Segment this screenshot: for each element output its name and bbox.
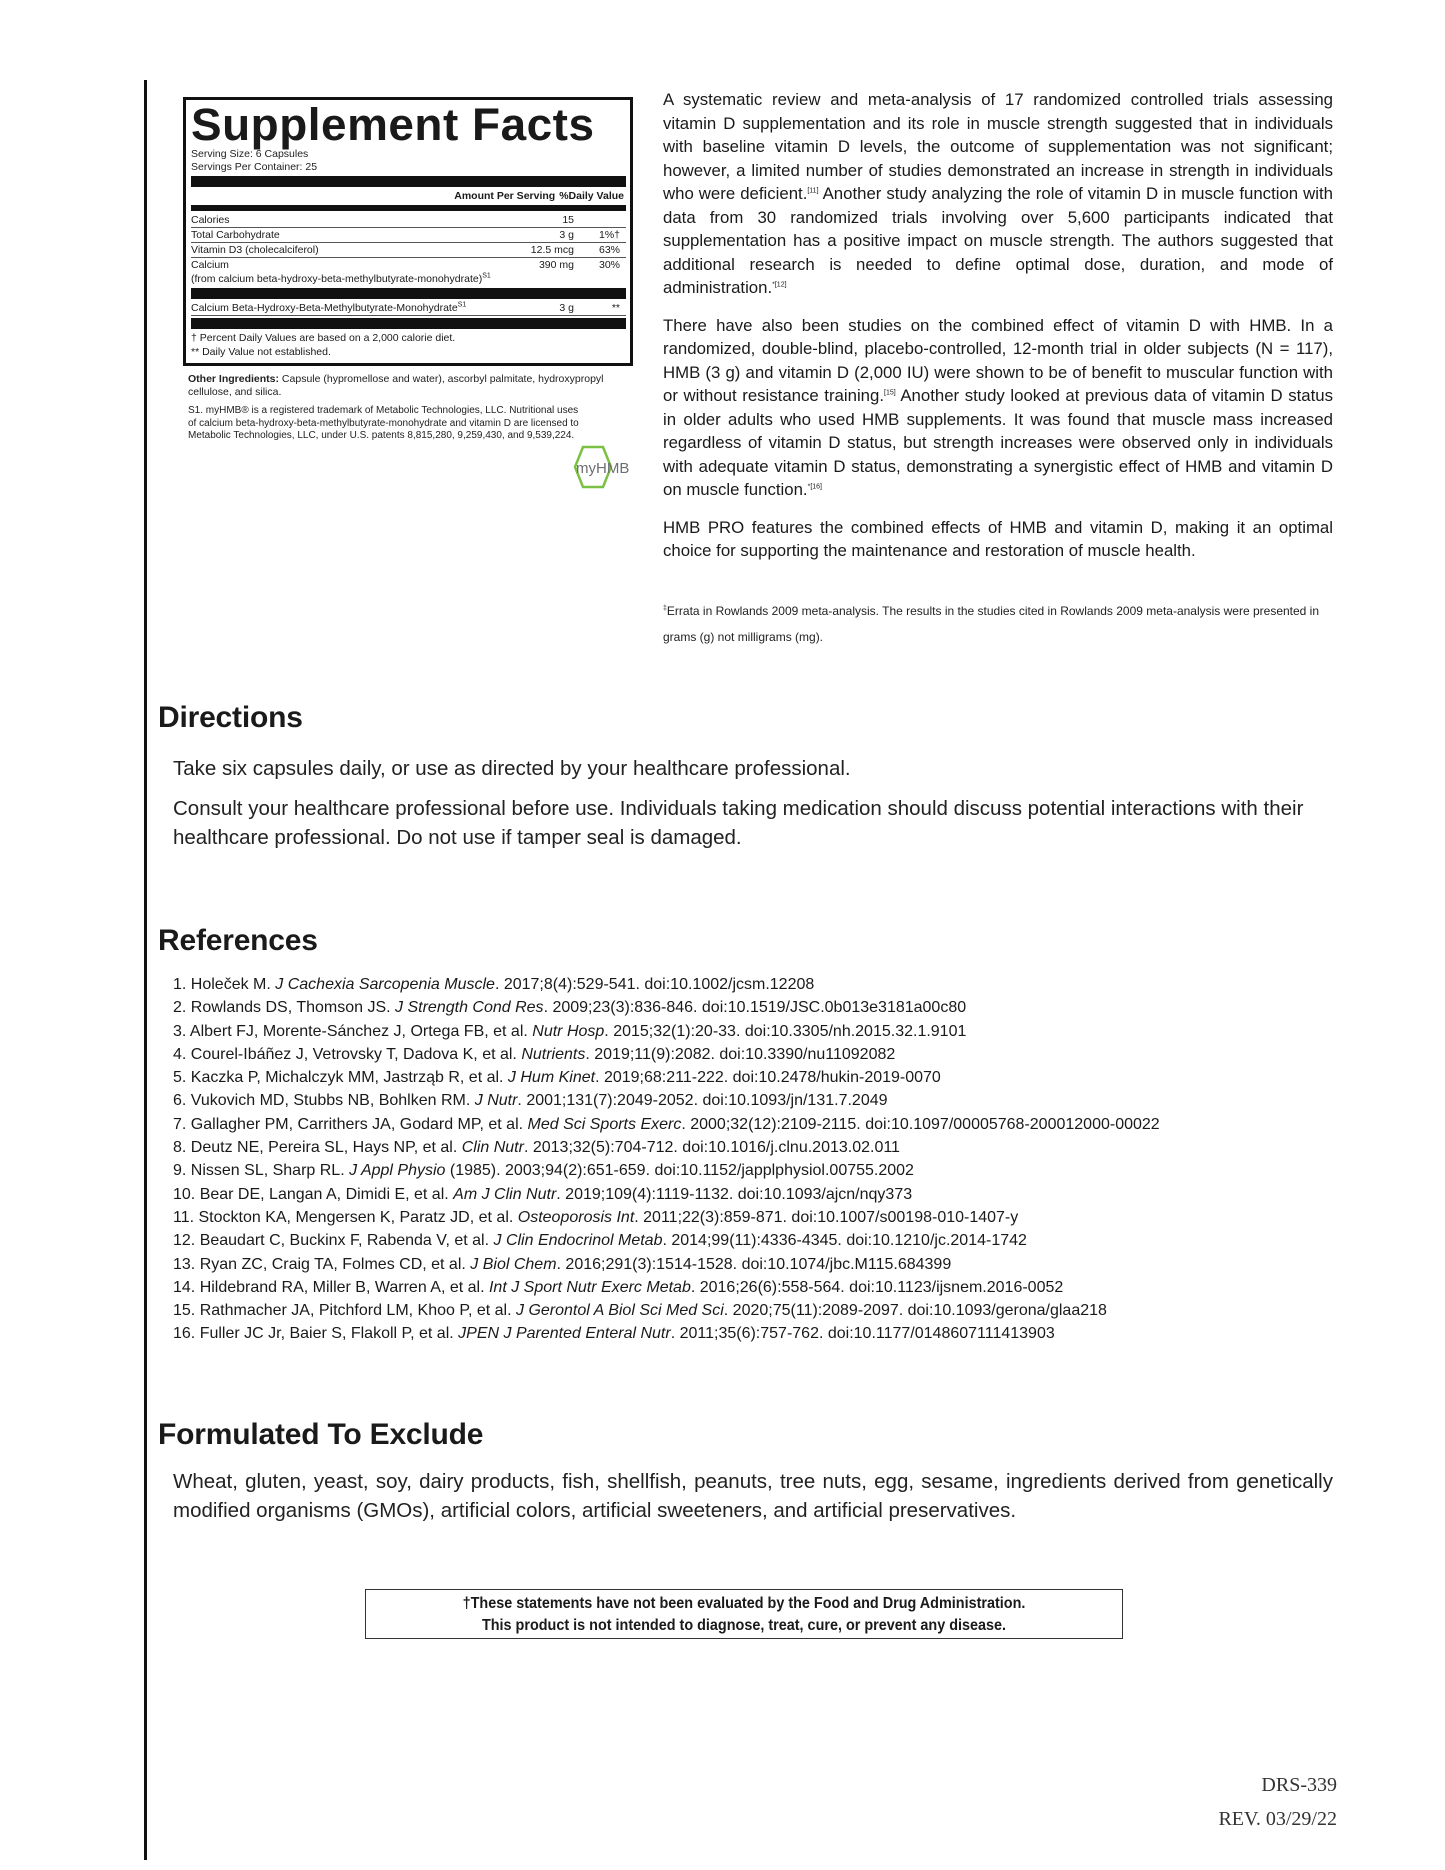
reference-item: 6. Vukovich MD, Stubbs NB, Bohlken RM. J Nutr. 2001;131(7):2049-2052. doi:10.1093/jn/131.7.2049: [173, 1092, 888, 1110]
row-amount: 390 mg: [538, 259, 574, 271]
row-amount: 12.5 mcg: [530, 244, 574, 256]
reference-item: 1. Holeček M. J Cachexia Sarcopenia Muscle. 2017;8(4):529-541. doi:10.1002/jcsm.12208: [173, 976, 815, 993]
journal-name: Nutrients: [521, 1045, 586, 1063]
journal-name: J Appl Physio: [349, 1162, 446, 1180]
row-name: Calories: [191, 214, 230, 226]
row-dv: 30%: [598, 259, 620, 271]
journal-name: J Gerontol A Biol Sci Med Sci: [516, 1302, 724, 1320]
myhmb-logo-icon: [561, 445, 631, 489]
row-dv: [574, 213, 626, 227]
reference-item: 4. Courel-Ibáñez J, Vetrovsky T, Dadova K, et al. Nutrients. 2019;11(9):2082. doi:10.3390/nu11092082: [173, 1045, 896, 1063]
reference-item: 2. Rowlands DS, Thomson JS. J Strength Cond Res. 2009;23(3):836-846. doi:10.1519/JSC.0b013e3181a00c80: [173, 999, 967, 1017]
exclude-heading: Formulated To Exclude: [158, 1418, 484, 1451]
reference-item: 7. Gallagher PM, Carrithers JA, Godard MP, et al. Med Sci Sports Exerc. 2000;32(12):2109-2115. doi:10.1097/00005768-200012000-00022: [173, 1115, 1160, 1133]
journal-name: J Strength Cond Res: [395, 999, 544, 1017]
document-code: DRS-339: [1261, 1774, 1337, 1796]
margin-rule: [144, 80, 147, 1860]
reference-item: 11. Stockton KA, Mengersen K, Paratz JD, et al. Osteoporosis Int. 2011;22(3):859-871. doi:10.1007/s00198-010-1407-y: [173, 1208, 1019, 1226]
document-footer: [1218, 1768, 1337, 1836]
row-amount: 3 g: [559, 229, 574, 241]
directions-text: Take six capsules daily, or use as directed by your healthcare professional.: [173, 757, 851, 780]
journal-name: J Nutr: [474, 1092, 518, 1110]
facts-row: [191, 213, 626, 228]
row-amount: 3 g: [559, 302, 574, 314]
facts-row: [191, 228, 626, 243]
facts-row: [191, 243, 626, 258]
row-subtext: (from calcium beta-hydroxy-beta-methylbutyrate-monohydrate)$^{S1}$: [191, 272, 491, 285]
footnote-dv: † Percent Daily Values are based on a 2,000 calorie diet.: [191, 332, 456, 344]
footnote-not-established: ** Daily Value not established.: [191, 346, 331, 358]
reference-item: 10. Bear DE, Langan A, Dimidi E, et al. Am J Clin Nutr. 2019;109(4):1119-1132. doi:10.1093/ajcn/nqy373: [173, 1185, 913, 1203]
journal-name: JPEN J Parented Enteral Nutr: [458, 1325, 671, 1343]
journal-name: J Hum Kinet: [507, 1069, 596, 1087]
reference-item: 13. Ryan ZC, Craig TA, Folmes CD, et al. J Biol Chem. 2016;291(3):1514-1528. doi:10.1074/jbc.M115.684399: [173, 1255, 952, 1273]
journal-name: J Biol Chem: [470, 1255, 557, 1273]
supplement-facts-title: Supplement Facts: [191, 99, 595, 150]
row-dv: 1%†: [598, 229, 620, 241]
col-daily-value: %Daily Value: [559, 190, 624, 202]
supplement-facts-panel: [183, 97, 633, 366]
row-name: Vitamin D3 (cholecalciferol): [191, 244, 319, 256]
divider-bar: [191, 176, 626, 187]
fda-disclaimer: [365, 1589, 1123, 1639]
journal-name: Clin Nutr: [461, 1139, 524, 1157]
exclude-text: Wheat, gluten, yeast, soy, dairy products, fish, shellfish, peanuts, tree nuts, egg, sesame, ingredients derived from genetically modified organisms (GMOs), artificial colors, artificial sweeteners, and artificial preservatives.: [173, 1470, 1333, 1522]
reference-item: 8. Deutz NE, Pereira SL, Hays NP, et al. Clin Nutr. 2013;32(5):704-712. doi:10.1016/j.clnu.2013.02.011: [173, 1139, 900, 1157]
paragraph-combined-effect: There have also been studies on the combined effect of vitamin D with HMB. In a randomized, double-blind, placebo-controlled, 12-month trial in older subjects (N = 117), HMB (3 g) and vitamin D (2,000 IU) were shown to be of benefit to muscular function with or without resistance training.[15] Another study looked at previous data of vitamin D status in older adults who used HMB supplements. It was found that muscle mass increased regardless of vitamin D status, but strength increases were observed only in individuals with adequate vitamin D status, demonstrating a synergistic effect of HMB and vitamin D on muscle function.$^{*[16]}$: [663, 315, 1333, 499]
reference-item: 15. Rathmacher JA, Pitchford LM, Khoo P, et al. J Gerontol A Biol Sci Med Sci. 2020;75(11):2089-2097. doi:10.1093/gerona/glaa218: [173, 1302, 1107, 1320]
logo-text: myHMB: [576, 460, 630, 477]
divider-bar: [191, 205, 626, 211]
facts-rows: [191, 213, 626, 286]
journal-name: J Clin Endocrinol Metab: [493, 1232, 663, 1250]
divider-bar: [191, 318, 626, 329]
journal-name: Med Sci Sports Exerc: [527, 1115, 682, 1133]
reference-item: 9. Nissen SL, Sharp RL. J Appl Physio (1985). 2003;94(2):651-659. doi:10.1152/japplphysiol.00755.2002: [173, 1162, 914, 1180]
paragraph-hmb-pro: HMB PRO features the combined effects of HMB and vitamin D, making it an optimal choice for supporting the maintenance and restoration of muscle health.: [663, 517, 1333, 560]
paragraph-vitamin-d: A systematic review and meta-analysis of 17 randomized controlled trials assessing vitamin D supplementation and its role in muscle strength suggested that in individuals with baseline vitamin D levels, the outcome of supplementation was not significant; however, a limited number of studies demonstrated an increase in strength in individuals who were deficient.[11] Another study analyzing the role of vitamin D in muscle function with data from 30 randomized trials involving over 5,600 participants indicated that supplementation has a positive impact on muscle strength. The authors suggested that additional research is needed to define optimal dose, duration, and mode of administration.$^{*[12]}$: [663, 90, 1333, 297]
trademark-note: S1. myHMB® is a registered trademark of Metabolic Technologies, LLC. Nutritional uses of calcium beta-hydroxy-beta-methylbutyrate-monohydrate and vitamin D are licensed to Metabolic Technologies, LLC, under U.S. patents 8,815,280, 9,259,430, and 9,539,224.: [188, 405, 579, 441]
directions-warning: Consult your healthcare professional before use. Individuals taking medication should discuss potential interactions with their healthcare professional. Do not use if tamper seal is damaged.: [173, 797, 1304, 849]
revision-date: REV. 03/29/22: [1218, 1808, 1337, 1830]
reference-item: 5. Kaczka P, Michalczyk MM, Jastrząb R, et al. J Hum Kinet. 2019;68:211-222. doi:10.2478/hukin-2019-0070: [173, 1069, 941, 1087]
facts-header: [191, 189, 626, 203]
directions-heading: Directions: [158, 701, 303, 734]
reference-item: 14. Hildebrand RA, Miller B, Warren A, et al. Int J Sport Nutr Exerc Metab. 2016;26(6):558-564. doi:10.1123/ijsnem.2016-0052: [173, 1278, 1064, 1296]
facts-row-hmb: Calcium Beta-Hydroxy-Beta-Methylbutyrate-Monohydrate$^{S1}$ 3 g **: [191, 301, 626, 316]
journal-name: Int J Sport Nutr Exerc Metab: [488, 1278, 691, 1296]
row-dv: **: [611, 302, 620, 314]
references-list: [173, 973, 1353, 1346]
col-amount: Amount Per Serving: [454, 190, 556, 202]
divider-bar: [191, 288, 626, 299]
row-dv: 63%: [598, 244, 620, 256]
serving-size: Serving Size: 6 Capsules: [191, 148, 309, 160]
journal-name: Am J Clin Nutr: [453, 1185, 557, 1203]
disclaimer-line-2: This product is not intended to diagnose, treat, cure, or prevent any disease.: [481, 1617, 1007, 1634]
facts-row: [191, 258, 626, 286]
row-name: Total Carbohydrate: [191, 229, 280, 241]
reference-item: 3. Albert FJ, Morente-Sánchez J, Ortega FB, et al. Nutr Hosp. 2015;32(1):20-33. doi:10.3305/nh.2015.32.1.9101: [173, 1022, 967, 1040]
row-amount: 15: [562, 214, 574, 226]
servings-per-container: Servings Per Container: 25: [191, 161, 318, 173]
disclaimer-line-1: †These statements have not been evaluated by the Food and Drug Administration.: [462, 1595, 1026, 1612]
journal-name: J Cachexia Sarcopenia Muscle: [275, 976, 495, 993]
other-ingredients-label: Other Ingredients:: [188, 373, 280, 385]
body-text: [663, 88, 1333, 577]
journal-name: Nutr Hosp: [532, 1022, 605, 1040]
other-ingredients: [188, 373, 636, 399]
errata-note: ‡Errata in Rowlands 2009 meta-analysis. The results in the studies cited in Rowlands 2009 meta-analysis were presented in grams (g) not milligrams (mg).: [663, 604, 1320, 644]
references-heading: References: [158, 924, 318, 957]
row-name: Calcium (from calcium beta-hydroxy-beta-methylbutyrate-monohydrate)$^{S1}$: [191, 258, 504, 286]
other-ingredients-text: Capsule (hypromellose and water), ascorbyl palmitate, hydroxypropyl cellulose, and silica.: [188, 373, 604, 398]
reference-item: 12. Beaudart C, Buckinx F, Rabenda V, et al. J Clin Endocrinol Metab. 2014;99(11):4336-4345. doi:10.1210/jc.2014-1742: [173, 1232, 1027, 1250]
row-name: Calcium Beta-Hydroxy-Beta-Methylbutyrate-Monohydrate: [191, 302, 458, 314]
reference-item: 16. Fuller JC Jr, Baier S, Flakoll P, et al. JPEN J Parented Enteral Nutr. 2011;35(6):757-762. doi:10.1177/0148607111413903: [173, 1325, 1055, 1343]
journal-name: Osteoporosis Int: [517, 1208, 635, 1226]
